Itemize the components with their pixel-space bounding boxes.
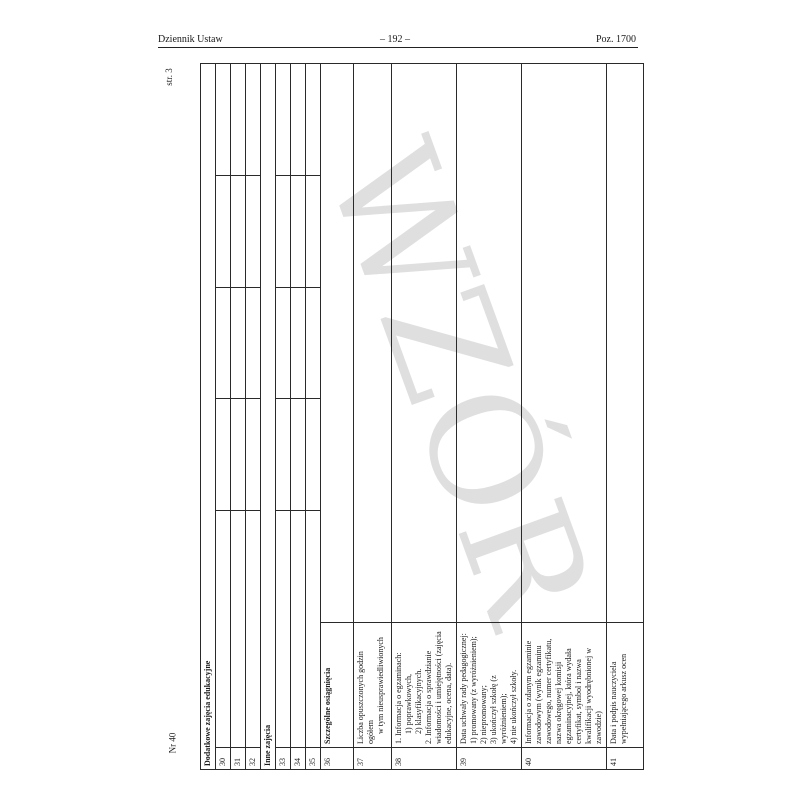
row-number: 31 [231,748,246,770]
table-row [246,64,261,770]
special-achievements-label: Szczególne osiągnięcia [321,623,354,748]
table-row [306,64,321,770]
row-number: 32 [246,748,261,770]
table-row [291,64,306,770]
promoted: 1) promowany (z wyróżnieniem); [469,636,478,744]
sheet-page-label: str. 3 [163,68,174,86]
section-additional-classes: Dodatkowe zajęcia edukacyjne [201,64,216,770]
row-number: 35 [306,748,321,770]
table-row [607,64,644,770]
table-row [216,64,231,770]
grades-table [200,63,644,770]
absences-label [354,623,392,748]
row-number: 41 [607,748,644,770]
issue-number: Nr 40 [167,732,178,754]
graduated: 3) ukończył szkołę (z wyróżnieniem); [489,675,508,744]
absences-total: Liczba opuszczonych godzin ogółem [356,651,375,744]
row-number: 34 [291,748,306,770]
assessment-sheet-table [200,63,628,770]
vocational-exam-label: Informacja o zdanym egzaminie zawodowym (wynik egzaminu zawodowego, numer certyfikatu, nazwa okręgowej komisji egzaminacyjnej, która wydała certyfikat, symbol i nazwa kwalifikacji wyodrębnionej w zawodzie) [522,623,607,748]
absences-unexcused: w tym nieusprawiedliwionych [376,637,385,734]
resolution-intro: Data uchwały rady pedagogicznej: [459,633,468,744]
section-other-classes: Inne zajęcia [261,64,276,770]
table-row [231,64,246,770]
header-rule [158,47,638,48]
teacher-signature-label: Data i podpis nauczyciela wypełniającego arkusz ocen [607,623,644,748]
not-graduated: 4) nie ukończył szkoły. [509,669,518,744]
row-number: 37 [354,748,392,770]
row-number: 36 [321,748,354,770]
exams-intro: 1. Informacja o egzaminach: [394,652,403,744]
table-row [522,64,607,770]
row-number: 40 [522,748,607,770]
exams-info-label [392,623,457,748]
row-number: 39 [457,748,522,770]
row-number: 38 [392,748,457,770]
table-row [276,64,291,770]
knowledge-test-info: 2. Informacja o sprawdzianie wiadomości i umiejętności (zajęcia edukacyjne, ocena, data). [424,631,453,744]
exam-classification: 2) klasyfikacyjnych. [414,668,423,734]
table-row [392,64,457,770]
watermark-text: WZÓR [291,120,625,645]
exam-remedial: 1) poprawkowych, [404,674,413,734]
table-row [321,64,354,770]
not-promoted: 2) niepromowany; [479,685,488,744]
page-number: – 192 – [380,34,410,45]
position-number: Poz. 1700 [596,34,636,45]
row-number: 33 [276,748,291,770]
council-resolution-label [457,623,522,748]
journal-title: Dziennik Ustaw [158,34,223,45]
table-row [457,64,522,770]
table-row [354,64,392,770]
row-number: 30 [216,748,231,770]
